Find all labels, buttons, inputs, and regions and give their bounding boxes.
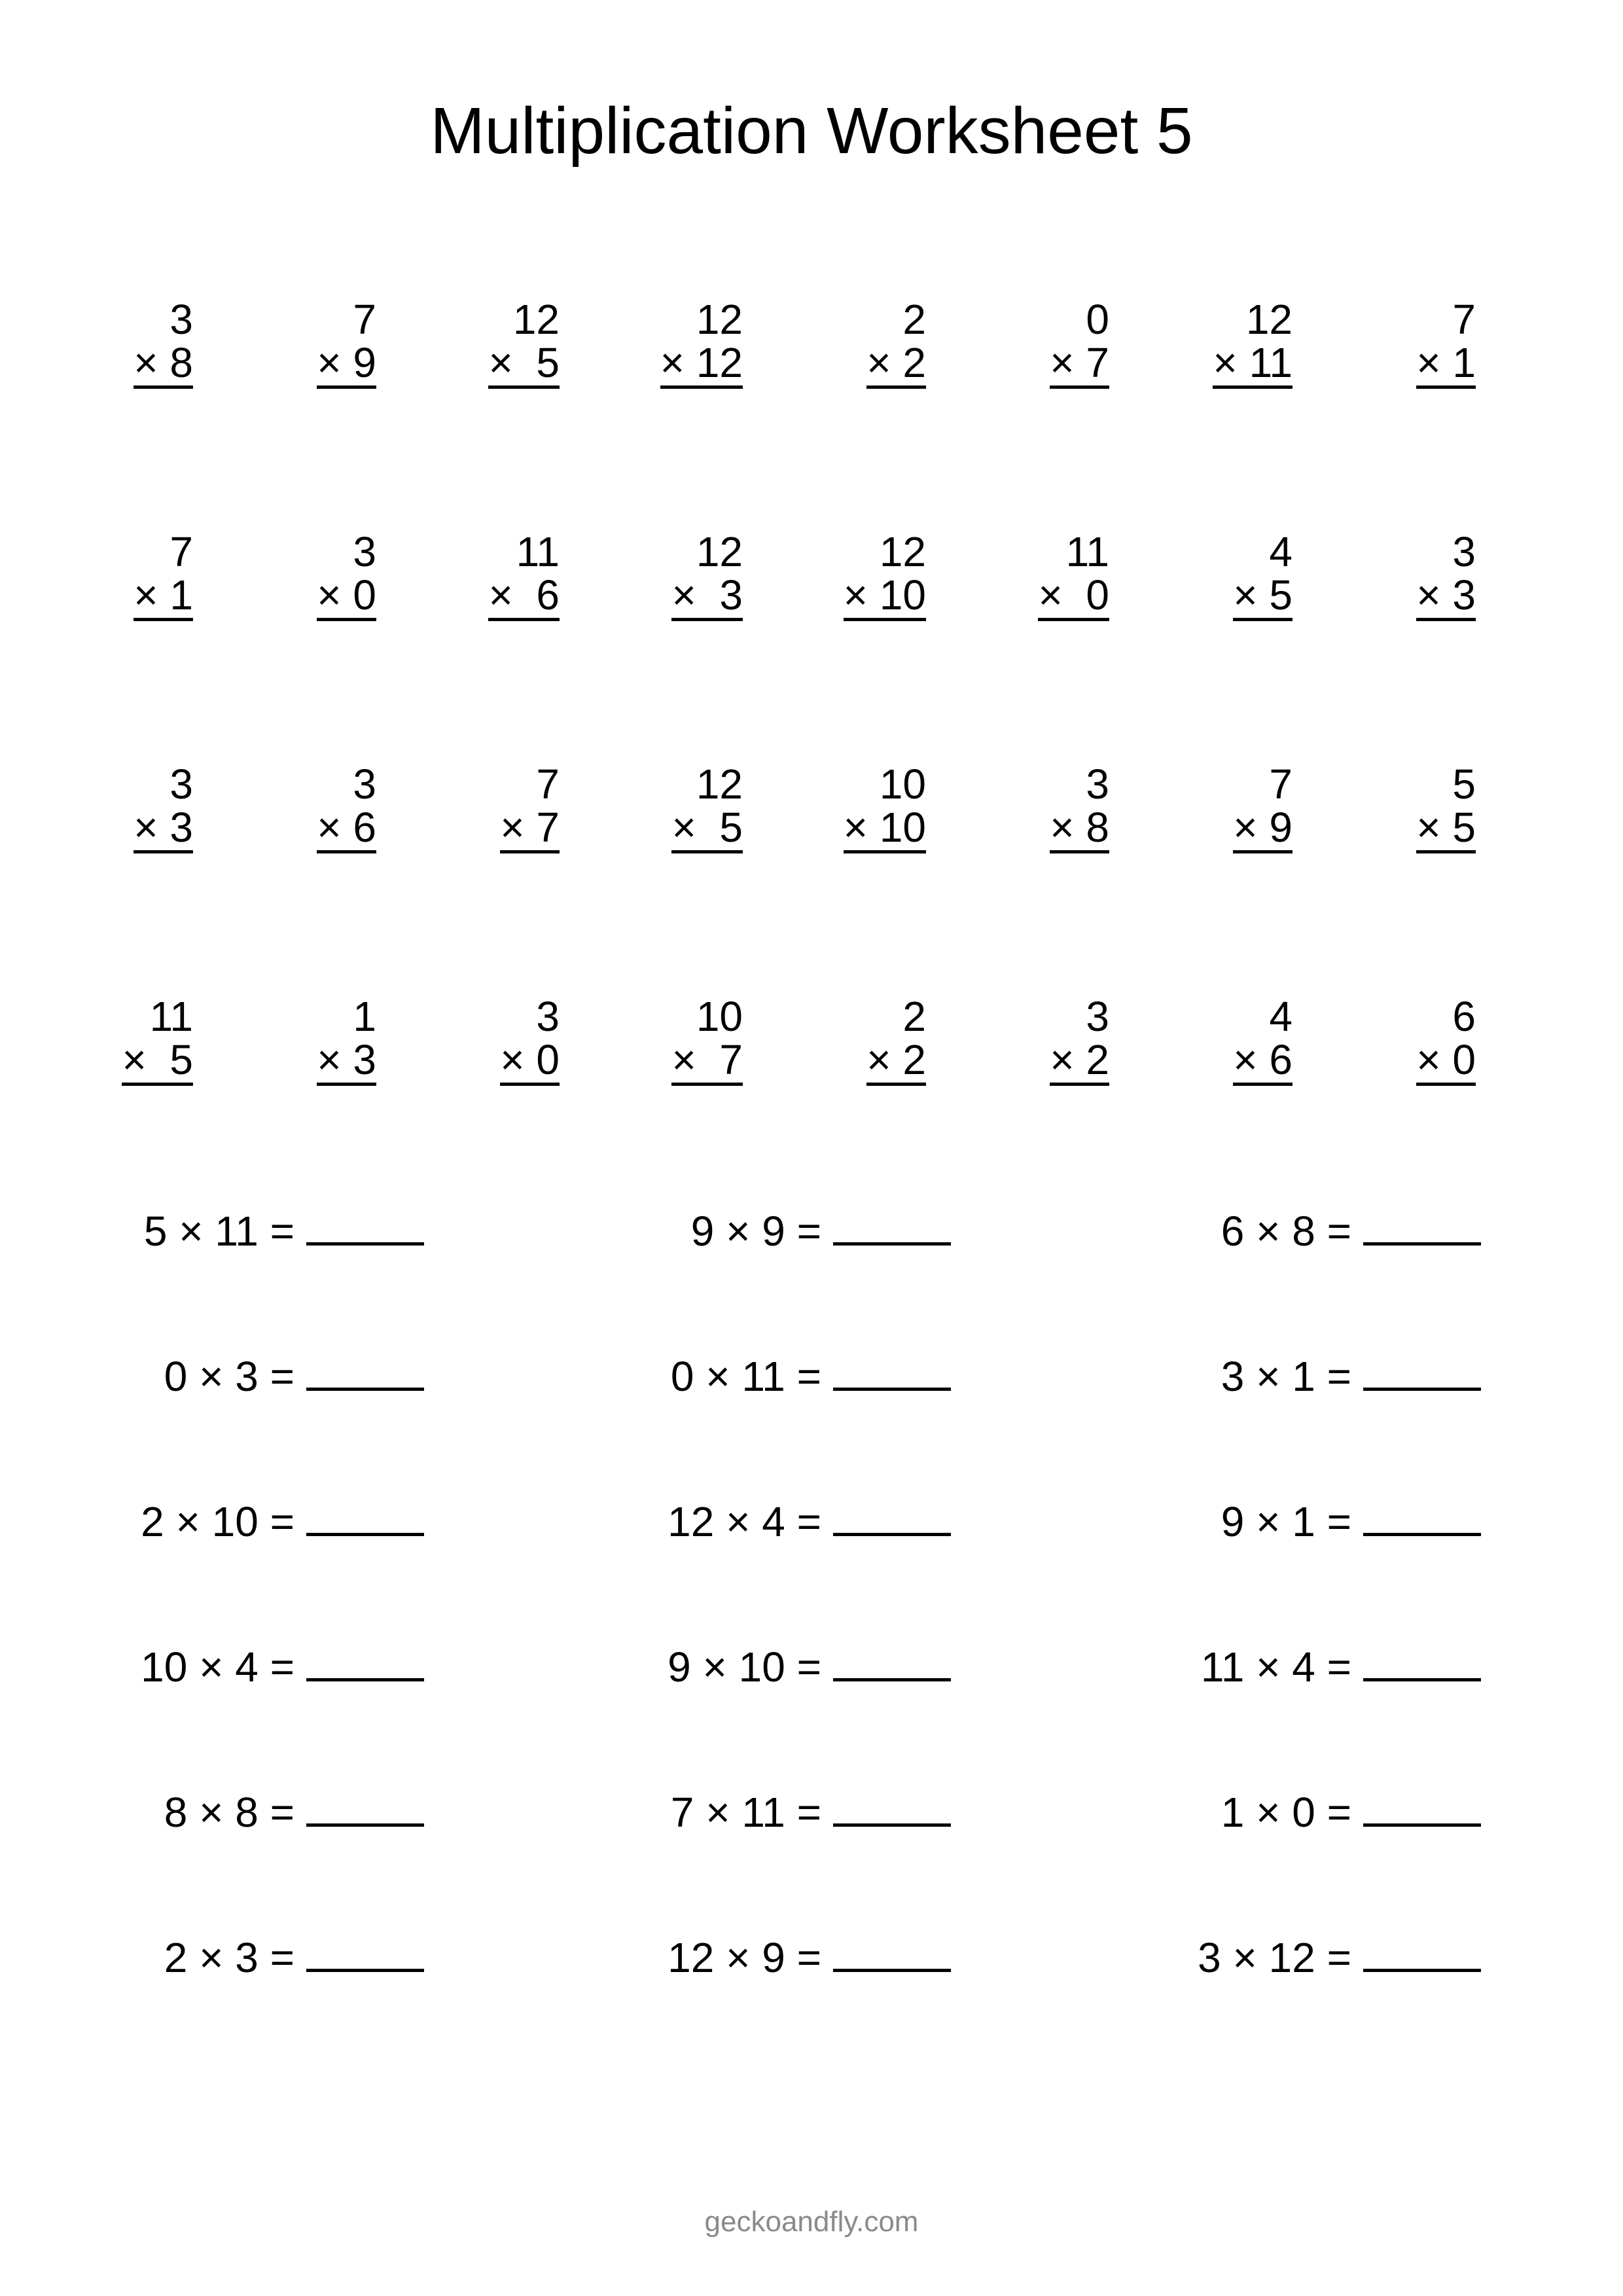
equation-text: 9 × 9 = [690, 1208, 821, 1255]
vertical-problem [49, 995, 193, 1086]
horizontal-problem [85, 1204, 424, 1257]
multiplier: × 6 [317, 806, 376, 853]
multiplier: × 5 [1233, 573, 1293, 621]
vertical-problem [1149, 530, 1293, 621]
multiplicand: 6 [1452, 993, 1476, 1040]
answer-blank[interactable] [1363, 1495, 1481, 1536]
footer-credit: geckoandfly.com [704, 2206, 919, 2238]
multiplier: × 9 [1233, 806, 1293, 853]
equation-text: 3 × 12 = [1198, 1934, 1351, 1981]
vertical-problem [1332, 995, 1476, 1086]
multiplier: × 0 [1416, 1038, 1476, 1086]
vertical-problem [1149, 762, 1293, 853]
vertical-problem [599, 298, 743, 389]
multiplier: × 0 [1038, 573, 1109, 621]
vertical-problem [416, 298, 560, 389]
vertical-problem [1149, 298, 1293, 389]
multiplicand: 7 [353, 296, 376, 343]
multiplicand: 7 [536, 761, 560, 808]
equation-text: 1 × 0 = [1221, 1789, 1351, 1836]
vertical-problem [1149, 995, 1293, 1086]
multiplicand: 3 [1086, 993, 1109, 1040]
multiplier: × 5 [122, 1038, 193, 1086]
horizontal-problems-grid [0, 1204, 1623, 2055]
horizontal-problem [1142, 1495, 1481, 1548]
vertical-problem [416, 762, 560, 853]
page-title: Multiplication Worksheet 5 [430, 94, 1193, 168]
answer-blank[interactable] [833, 1204, 951, 1246]
multiplier: × 3 [671, 573, 743, 621]
multiplier: × 9 [317, 341, 376, 389]
answer-blank[interactable] [1363, 1640, 1481, 1681]
multiplier: × 0 [317, 573, 376, 621]
multiplier: × 7 [1050, 341, 1109, 389]
multiplicand: 3 [1452, 528, 1476, 575]
equation-text: 12 × 9 = [668, 1934, 821, 1981]
multiplier: × 7 [671, 1038, 743, 1086]
horizontal-problem [1142, 1350, 1481, 1403]
multiplicand: 12 [696, 528, 743, 575]
equation-text: 12 × 4 = [668, 1498, 821, 1545]
multiplicand: 4 [1269, 993, 1293, 1040]
multiplicand: 5 [1452, 761, 1476, 808]
multiplier: × 2 [866, 1038, 926, 1086]
horizontal-problem [85, 1931, 424, 1984]
vertical-problem [782, 298, 926, 389]
equation-text: 0 × 3 = [164, 1353, 294, 1400]
multiplicand: 3 [353, 528, 376, 575]
answer-blank[interactable] [1363, 1931, 1481, 1972]
multiplicand: 7 [1452, 296, 1476, 343]
vertical-problem [1332, 530, 1476, 621]
multiplier: × 8 [134, 341, 193, 389]
horizontal-problem [85, 1785, 424, 1839]
multiplier: × 1 [134, 573, 193, 621]
multiplier: × 10 [844, 806, 926, 853]
multiplicand: 2 [902, 993, 926, 1040]
multiplicand: 11 [149, 993, 193, 1040]
vertical-problems-grid [0, 288, 1623, 1139]
equation-text: 2 × 10 = [141, 1498, 294, 1545]
multiplicand: 11 [516, 528, 560, 575]
equation-text: 9 × 1 = [1221, 1498, 1351, 1545]
multiplicand: 3 [353, 761, 376, 808]
multiplicand: 3 [536, 993, 560, 1040]
vertical-problem [416, 530, 560, 621]
multiplicand: 4 [1269, 528, 1293, 575]
multiplier: × 3 [134, 806, 193, 853]
multiplier: × 11 [1213, 341, 1293, 389]
answer-blank[interactable] [306, 1785, 424, 1827]
vertical-problem [965, 298, 1109, 389]
vertical-problem [416, 995, 560, 1086]
multiplier: × 6 [1233, 1038, 1293, 1086]
multiplier: × 6 [488, 573, 560, 621]
vertical-problem [599, 762, 743, 853]
equation-text: 10 × 4 = [141, 1643, 294, 1691]
multiplier: × 8 [1050, 806, 1109, 853]
equation-text: 7 × 11 = [670, 1789, 821, 1836]
multiplicand: 11 [1065, 528, 1109, 575]
multiplicand: 10 [696, 993, 743, 1040]
multiplicand: 7 [1269, 761, 1293, 808]
equation-text: 3 × 1 = [1221, 1353, 1351, 1400]
horizontal-problem [612, 1350, 951, 1403]
multiplicand: 7 [169, 528, 193, 575]
multiplicand: 12 [879, 528, 926, 575]
multiplicand: 10 [879, 761, 926, 808]
equation-text: 6 × 8 = [1221, 1208, 1351, 1255]
answer-blank[interactable] [1363, 1204, 1481, 1246]
answer-blank[interactable] [306, 1931, 424, 1972]
multiplicand: 12 [696, 761, 743, 808]
horizontal-problem [85, 1495, 424, 1548]
horizontal-problem [612, 1495, 951, 1548]
multiplier: × 10 [844, 573, 926, 621]
horizontal-problem [612, 1204, 951, 1257]
answer-blank[interactable] [1363, 1350, 1481, 1391]
vertical-problem [782, 530, 926, 621]
vertical-problem [232, 762, 376, 853]
multiplicand: 12 [1245, 296, 1293, 343]
vertical-problem [232, 530, 376, 621]
horizontal-problem [612, 1931, 951, 1984]
multiplicand: 3 [169, 296, 193, 343]
multiplicand: 3 [169, 761, 193, 808]
vertical-problem [782, 995, 926, 1086]
answer-blank[interactable] [833, 1785, 951, 1827]
vertical-problem [599, 530, 743, 621]
answer-blank[interactable] [306, 1640, 424, 1681]
horizontal-problem [85, 1350, 424, 1403]
horizontal-problem [612, 1785, 951, 1839]
vertical-problem [232, 298, 376, 389]
multiplicand: 3 [1086, 761, 1109, 808]
multiplier: × 5 [1416, 806, 1476, 853]
equation-text: 0 × 11 = [670, 1353, 821, 1400]
answer-blank[interactable] [1363, 1785, 1481, 1827]
vertical-problem [599, 995, 743, 1086]
horizontal-problem [1142, 1931, 1481, 1984]
multiplier: × 3 [317, 1038, 376, 1086]
vertical-problem [965, 762, 1109, 853]
multiplier: × 2 [1050, 1038, 1109, 1086]
horizontal-problem [1142, 1785, 1481, 1839]
answer-blank[interactable] [306, 1204, 424, 1246]
vertical-problem [965, 530, 1109, 621]
multiplier: × 7 [500, 806, 560, 853]
horizontal-problem [1142, 1640, 1481, 1693]
vertical-problem [49, 298, 193, 389]
multiplicand: 2 [902, 296, 926, 343]
horizontal-problem [85, 1640, 424, 1693]
multiplicand: 0 [1086, 296, 1109, 343]
vertical-problem [49, 762, 193, 853]
multiplicand: 12 [512, 296, 560, 343]
vertical-problem [232, 995, 376, 1086]
multiplier: × 12 [660, 341, 743, 389]
answer-blank[interactable] [306, 1350, 424, 1391]
equation-text: 2 × 3 = [164, 1934, 294, 1981]
multiplicand: 1 [353, 993, 376, 1040]
vertical-problem [1332, 298, 1476, 389]
horizontal-problem [1142, 1204, 1481, 1257]
vertical-problem [1332, 762, 1476, 853]
answer-blank[interactable] [833, 1495, 951, 1536]
multiplier: × 2 [866, 341, 926, 389]
vertical-problem [965, 995, 1109, 1086]
equation-text: 11 × 4 = [1200, 1643, 1351, 1691]
equation-text: 5 × 11 = [143, 1208, 294, 1255]
vertical-problem [782, 762, 926, 853]
horizontal-problem [612, 1640, 951, 1693]
multiplicand: 12 [696, 296, 743, 343]
answer-blank[interactable] [306, 1495, 424, 1536]
answer-blank[interactable] [833, 1640, 951, 1681]
multiplier: × 3 [1416, 573, 1476, 621]
equation-text: 8 × 8 = [164, 1789, 294, 1836]
multiplier: × 1 [1416, 341, 1476, 389]
answer-blank[interactable] [833, 1350, 951, 1391]
multiplier: × 5 [488, 341, 560, 389]
vertical-problem [49, 530, 193, 621]
multiplier: × 0 [500, 1038, 560, 1086]
equation-text: 9 × 10 = [668, 1643, 821, 1691]
multiplier: × 5 [671, 806, 743, 853]
answer-blank[interactable] [833, 1931, 951, 1972]
